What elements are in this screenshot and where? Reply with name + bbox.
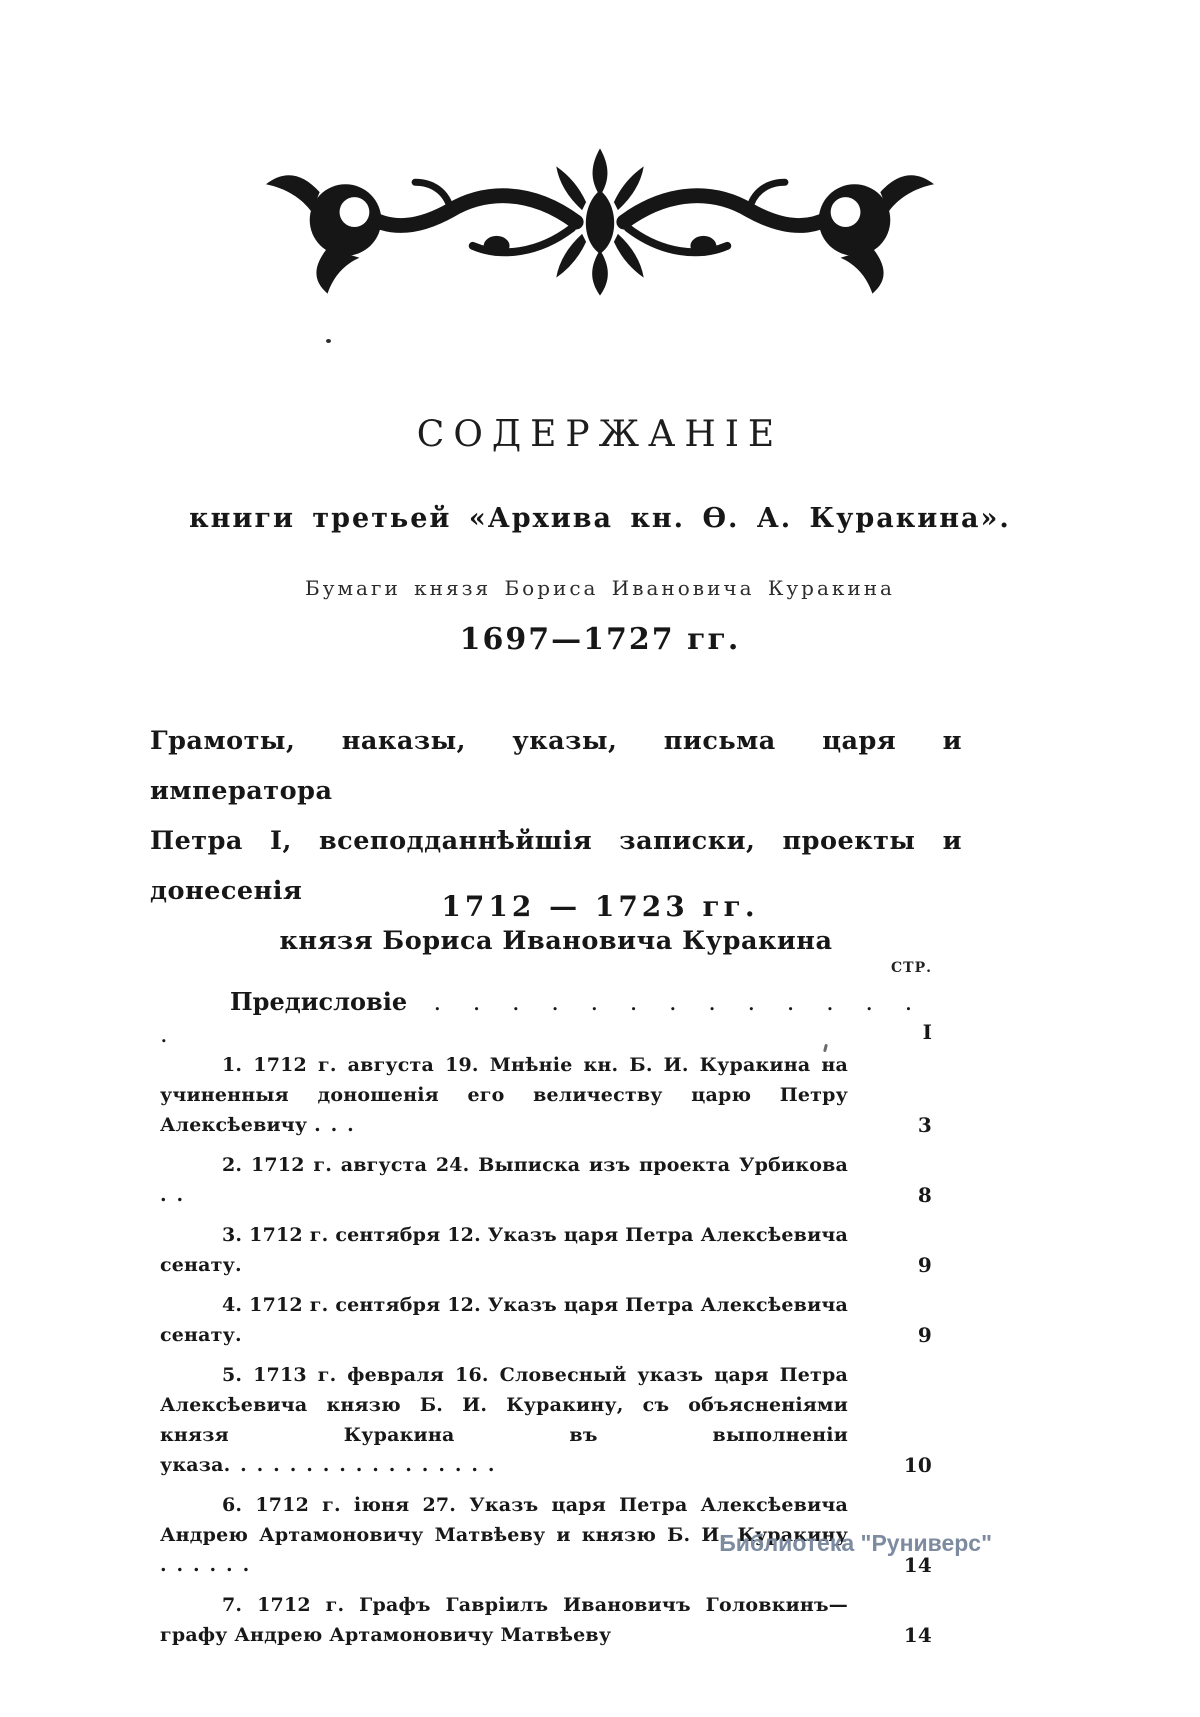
toc-entry-text: 6. 1712 г. іюня 27. Указъ царя Петра Алексѣевича Андрею Артамоновичу Матвѣеву и князю Б. И. Куракину . . . . . . (160, 1494, 848, 1576)
toc-entry-page: 8 (917, 1183, 932, 1207)
toc-entry (160, 1150, 932, 1210)
toc-entry-text: 7. 1712 г. Графъ Гавріилъ Ивановичъ Головкинъ—графу Андрею Артамоновичу Матвѣеву (160, 1594, 848, 1646)
section-heading-line: Грамоты, наказы, указы, письма царя и императора (150, 726, 962, 806)
toc-entry-page: 14 (903, 1553, 932, 1577)
section-heading (150, 716, 962, 966)
library-watermark: Библиотека "Руниверс" (719, 1530, 992, 1556)
toc-entry (160, 1050, 932, 1140)
toc-entry-text: 1. 1712 г. августа 19. Мнѣніе кн. Б. И. Куракина на учиненныя доношенія его величеству царю Петру Алексѣевичу . . . (160, 1054, 848, 1136)
toc-entry (160, 1590, 932, 1650)
headpiece-flourish-icon (262, 146, 938, 298)
toc-entry-page: 14 (903, 1623, 932, 1647)
section-heading-line: Петра I, всеподданнѣйшія записки, проекты и донесенія (150, 826, 962, 906)
dot-leaders: . . . . . . . . . . . . . . (160, 988, 914, 1048)
toc-entry-page: 10 (903, 1453, 932, 1477)
toc-entry-page: 3 (917, 1113, 932, 1137)
toc-entry-page: 9 (917, 1323, 932, 1347)
preface-page-number: I (922, 1020, 932, 1044)
papers-attribution: Бумаги князя Бориса Ивановича Куракина (305, 576, 895, 600)
toc-entries (160, 1050, 932, 1660)
preface-label: Предисловіе (230, 987, 408, 1016)
page-column-header: СТР. (891, 960, 932, 976)
toc-entry-text: 2. 1712 г. августа 24. Выписка изъ проекта Урбикова . . (160, 1154, 848, 1206)
toc-entry-text: 3. 1712 г. сентября 12. Указъ царя Петра Алексѣевича сенату. (160, 1224, 848, 1276)
toc-entry (160, 1360, 932, 1480)
toc-entry-text: 5. 1713 г. февраля 16. Словесный указъ царя Петра Алексѣевича князю Б. И. Куракину, съ объясненіями князя Куракина въ выполненіи указа. . . . . . . . . . . . . . . . . (160, 1364, 848, 1476)
page-title: СОДЕРЖАНІЕ (416, 414, 784, 455)
preface-row (160, 986, 932, 1050)
toc-entry (160, 1220, 932, 1280)
toc-entry-text: 4. 1712 г. сентября 12. Указъ царя Петра Алексѣевича сенату. (160, 1294, 848, 1346)
section-heading-line: князя Бориса Ивановича Куракина (279, 926, 833, 956)
toc-entry-page: 9 (917, 1253, 932, 1277)
book-subtitle: книги третьей «Архива кн. Ѳ. А. Куракина». (189, 503, 1011, 534)
years-range-archive: 1697—1727 гг. (459, 622, 741, 657)
toc-entry (160, 1290, 932, 1350)
ink-speck (326, 339, 331, 343)
years-range-section: 1712 — 1723 гг. (441, 890, 759, 923)
